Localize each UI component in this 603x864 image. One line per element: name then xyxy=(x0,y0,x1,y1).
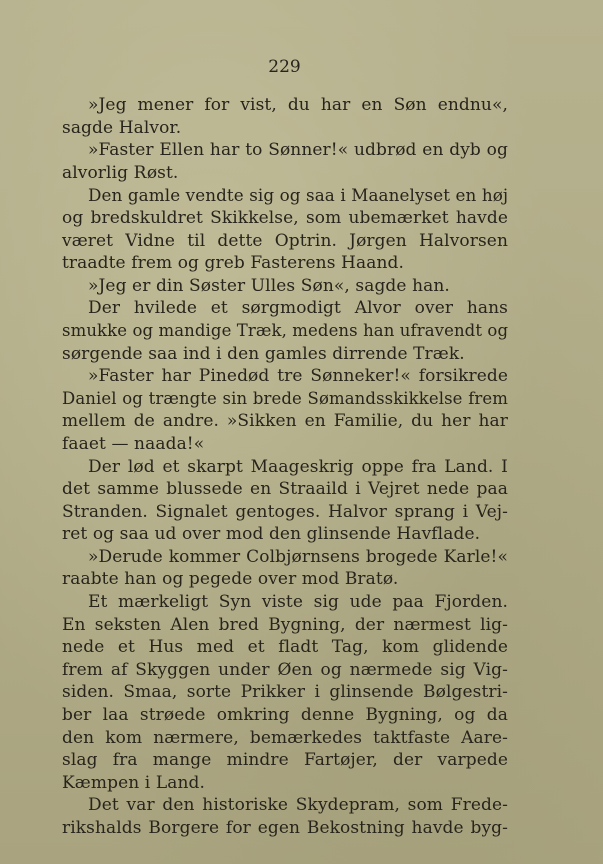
text-line: nede et Hus med et fladt Tag, kom glidende xyxy=(62,637,508,658)
text-line: slag fra mange mindre Fartøjer, der varpede xyxy=(62,750,508,771)
text-line: traadte frem og greb Fasterens Haand. xyxy=(62,253,404,274)
body-text xyxy=(62,94,508,840)
text-line: Et mærkeligt Syn viste sig ude paa Fjorden. xyxy=(88,592,508,613)
text-line: ber laa strøede omkring denne Bygning, og da xyxy=(62,705,508,726)
text-line: Daniel og trængte sin brede Sømandsskikkelse frem xyxy=(62,388,508,408)
text-line: Det var den historiske Skydepram, som Frede- xyxy=(88,795,508,816)
text-line: »Faster har Pinedød tre Sønneker!« forsikrede xyxy=(88,366,508,387)
text-line: været Vidne til dette Optrin. Jørgen Halvorsen xyxy=(62,230,508,251)
text-line: Kæmpen i Land. xyxy=(62,772,205,793)
text-line: det samme blussede en Straaild i Vejret nede paa xyxy=(62,479,508,500)
text-line: En seksten Alen bred Bygning, der nærmest lig- xyxy=(62,614,508,635)
text-line: »Faster Ellen har to Sønner!« udbrød en dyb og xyxy=(88,140,508,161)
text-line: faaet — naada!« xyxy=(62,433,205,454)
text-line: siden. Smaa, sorte Prikker i glinsende Bølgestri- xyxy=(62,682,508,703)
text-line: sørgende saa ind i den gamles dirrende Træk. xyxy=(62,343,465,364)
text-line: sagde Halvor. xyxy=(62,117,182,138)
text-line: Der hvilede et sørgmodigt Alvor over hans xyxy=(88,298,508,319)
text-line: Stranden. Signalet gentoges. Halvor sprang i Vej- xyxy=(62,501,508,522)
text-line: den kom nærmere, bemærkedes taktfaste Aare- xyxy=(62,727,508,748)
text-line: og bredskuldret Skikkelse, som ubemærket havde xyxy=(62,207,508,228)
text-line: mellem de andre. »Sikken en Familie, du her har xyxy=(62,411,508,432)
page-number: 229 xyxy=(268,57,301,77)
text-line: alvorlig Røst. xyxy=(62,162,179,183)
text-line: rikshalds Borgere for egen Bekostning havde byg- xyxy=(62,818,508,838)
text-line: Den gamle vendte sig og saa i Maanelyset en høj xyxy=(88,185,509,206)
text-line: »Jeg er din Søster Ulles Søn«, sagde han. xyxy=(88,275,450,296)
text-line: »Derude kommer Colbjørnsens brogede Karle!« xyxy=(88,546,508,567)
text-line: smukke og mandige Træk, medens han ufravendt og xyxy=(62,320,509,340)
text-line: frem af Skyggen under Øen og nærmede sig Vig- xyxy=(62,659,508,680)
text-line: Der lød et skarpt Maageskrig oppe fra Land. I xyxy=(88,456,508,477)
text-line: ret og saa ud over mod den glinsende Havflade. xyxy=(62,524,481,545)
text-line: »Jeg mener for vist, du har en Søn endnu«, xyxy=(88,95,508,115)
text-line: raabte han og pegede over mod Bratø. xyxy=(62,569,399,590)
